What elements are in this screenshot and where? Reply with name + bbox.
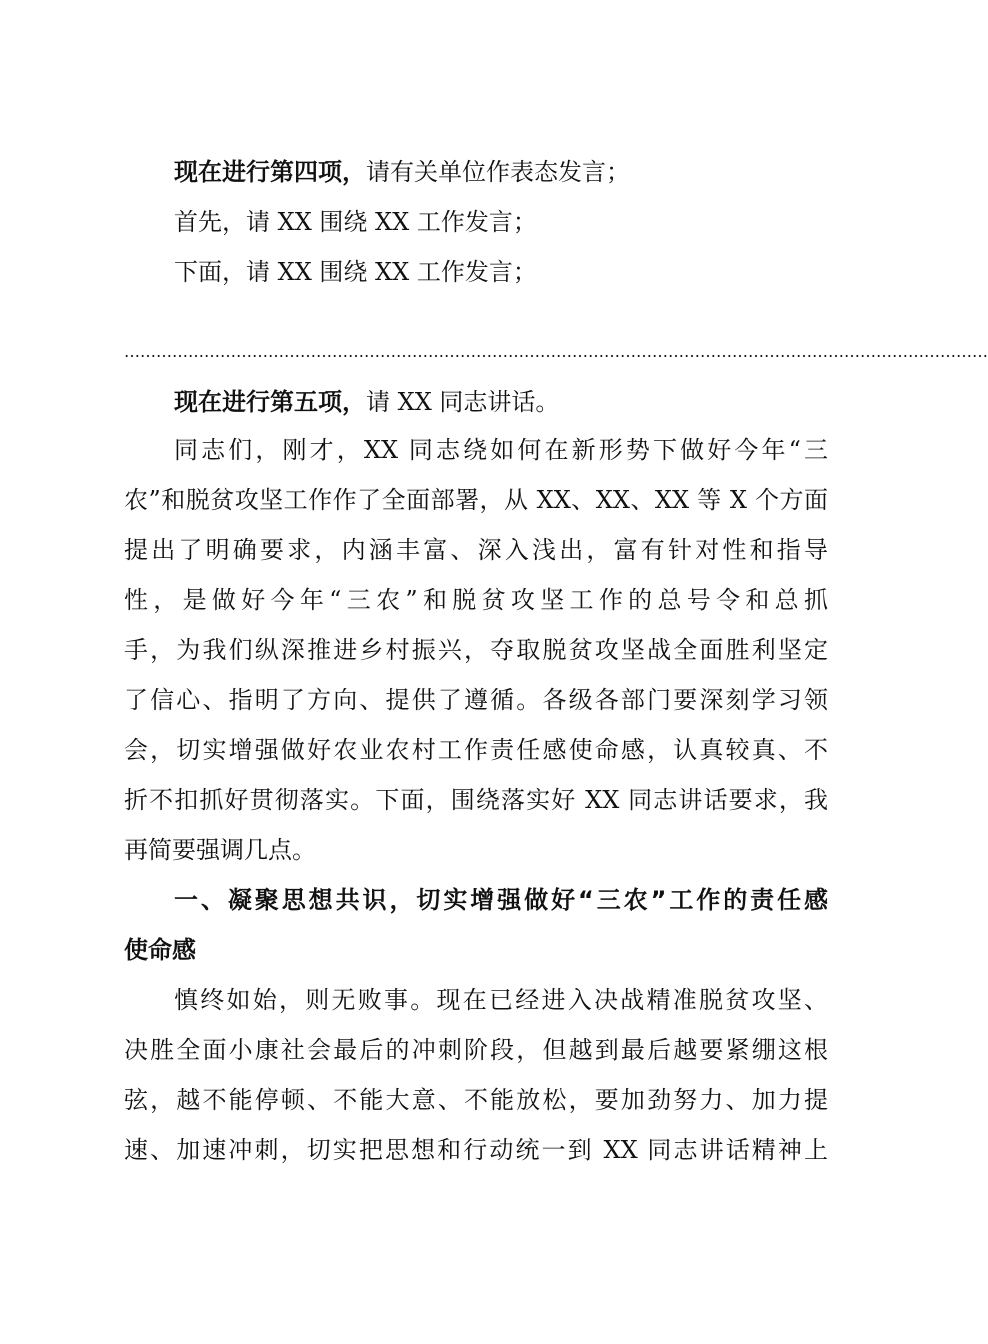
paragraph-1-line: 折不扣抓好贯彻落实。下面，围绕落实好 XX 同志讲话要求，我 [124,786,828,814]
agenda-item-5-label: 现在进行第五项， [174,388,366,416]
paragraph-1-line: 性，是做好今年“三农”和脱贫攻坚工作的总号令和总抓 [124,586,828,614]
paragraph-2-line: 弦，越不能停顿、不能大意、不能放松，要加劲努力、加力提 [124,1086,828,1114]
paragraph-1-line: 再简要强调几点。 [124,836,316,864]
next-speaker-line: 下面，请 XX 围绕 XX 工作发言； [174,258,537,286]
paragraph-1-line: 手，为我们纵深推进乡村振兴，夺取脱贫攻坚战全面胜利坚定 [124,636,828,664]
agenda-item-5 [174,386,559,418]
agenda-item-4-label: 现在进行第四项， [174,158,366,186]
paragraph-1-line: 了信心、指明了方向、提供了遵循。各级各部门要深刻学习领 [124,686,828,714]
paragraph-2-line: 速、加速冲刺，切实把思想和行动统一到 XX 同志讲话精神上 [124,1136,828,1164]
paragraph-1-line: 会，切实增强做好农业农村工作责任感使命感，认真较真、不 [124,736,828,764]
section-heading-1-line: 一、凝聚思想共识，切实增强做好“三农”工作的责任感 [174,886,828,914]
paragraph-2-line: 慎终如始，则无败事。现在已经进入决战精准脱贫攻坚、 [174,986,828,1014]
agenda-item-5-text: 请 XX 同志讲话。 [366,388,560,416]
agenda-item-4 [174,156,630,188]
paragraph-2-line: 决胜全面小康社会最后的冲刺阶段，但越到最后越要紧绷这根 [124,1036,828,1064]
ellipsis-separator: ……………………………………………………………………………………………………………………………………………… [124,342,988,361]
paragraph-1-line: 农”和脱贫攻坚工作作了全面部署，从 XX、XX、XX 等 X 个方面 [124,486,828,514]
paragraph-1-line: 提出了明确要求，内涵丰富、深入浅出，富有针对性和指导 [124,536,828,564]
first-speaker-line: 首先，请 XX 围绕 XX 工作发言； [174,208,537,236]
agenda-item-4-text: 请有关单位作表态发言； [366,158,630,186]
paragraph-1-line: 同志们，刚才，XX 同志绕如何在新形势下做好今年“三 [174,436,828,464]
section-heading-1-line: 使命感 [124,936,196,964]
